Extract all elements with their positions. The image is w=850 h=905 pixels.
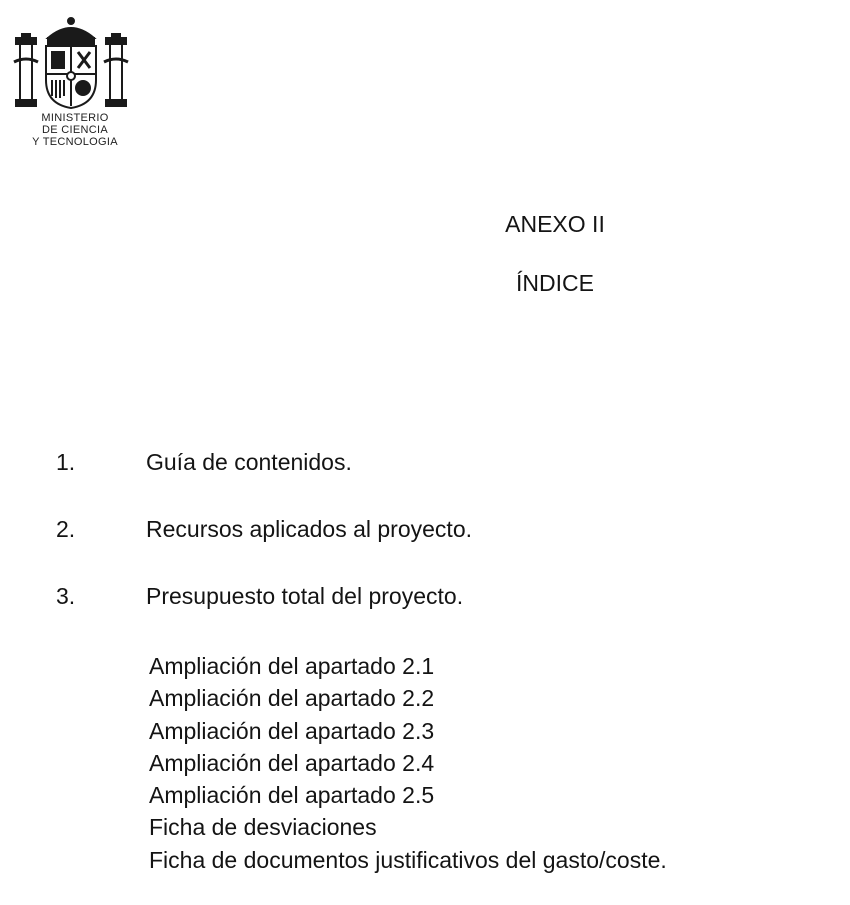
ministry-name	[0, 112, 150, 148]
toc-subitem-list	[149, 650, 667, 876]
toc-item-text: Presupuesto total del proyecto.	[146, 583, 464, 609]
toc-subitem: Ampliación del apartado 2.2	[149, 685, 435, 712]
toc-item-number: 2.	[56, 516, 76, 542]
ministry-name-line: Y TECNOLOGIA	[32, 136, 118, 148]
ministry-name-line: DE CIENCIA	[42, 124, 108, 136]
annex-title: ANEXO II	[505, 211, 605, 237]
toc-item-number: 1.	[56, 449, 76, 475]
ministry-name-line: MINISTERIO	[41, 112, 109, 124]
toc-item-text: Guía de contenidos.	[146, 449, 352, 475]
ministry-logo	[0, 8, 150, 158]
toc-subitem: Ampliación del apartado 2.5	[149, 782, 435, 809]
toc-subitem: Ficha de documentos justificativos del gasto/coste.	[149, 846, 667, 873]
toc-subitem: Ficha de desviaciones	[149, 814, 377, 841]
coat-of-arms-icon	[12, 16, 130, 112]
toc-subitem: Ampliación del apartado 2.1	[149, 653, 435, 679]
toc-subitem: Ampliación del apartado 2.4	[149, 749, 435, 776]
toc-item-text: Recursos aplicados al proyecto.	[146, 516, 472, 542]
toc-item-number: 3.	[56, 583, 76, 609]
toc-subitem: Ampliación del apartado 2.3	[149, 717, 435, 744]
index-title: ÍNDICE	[516, 270, 594, 296]
